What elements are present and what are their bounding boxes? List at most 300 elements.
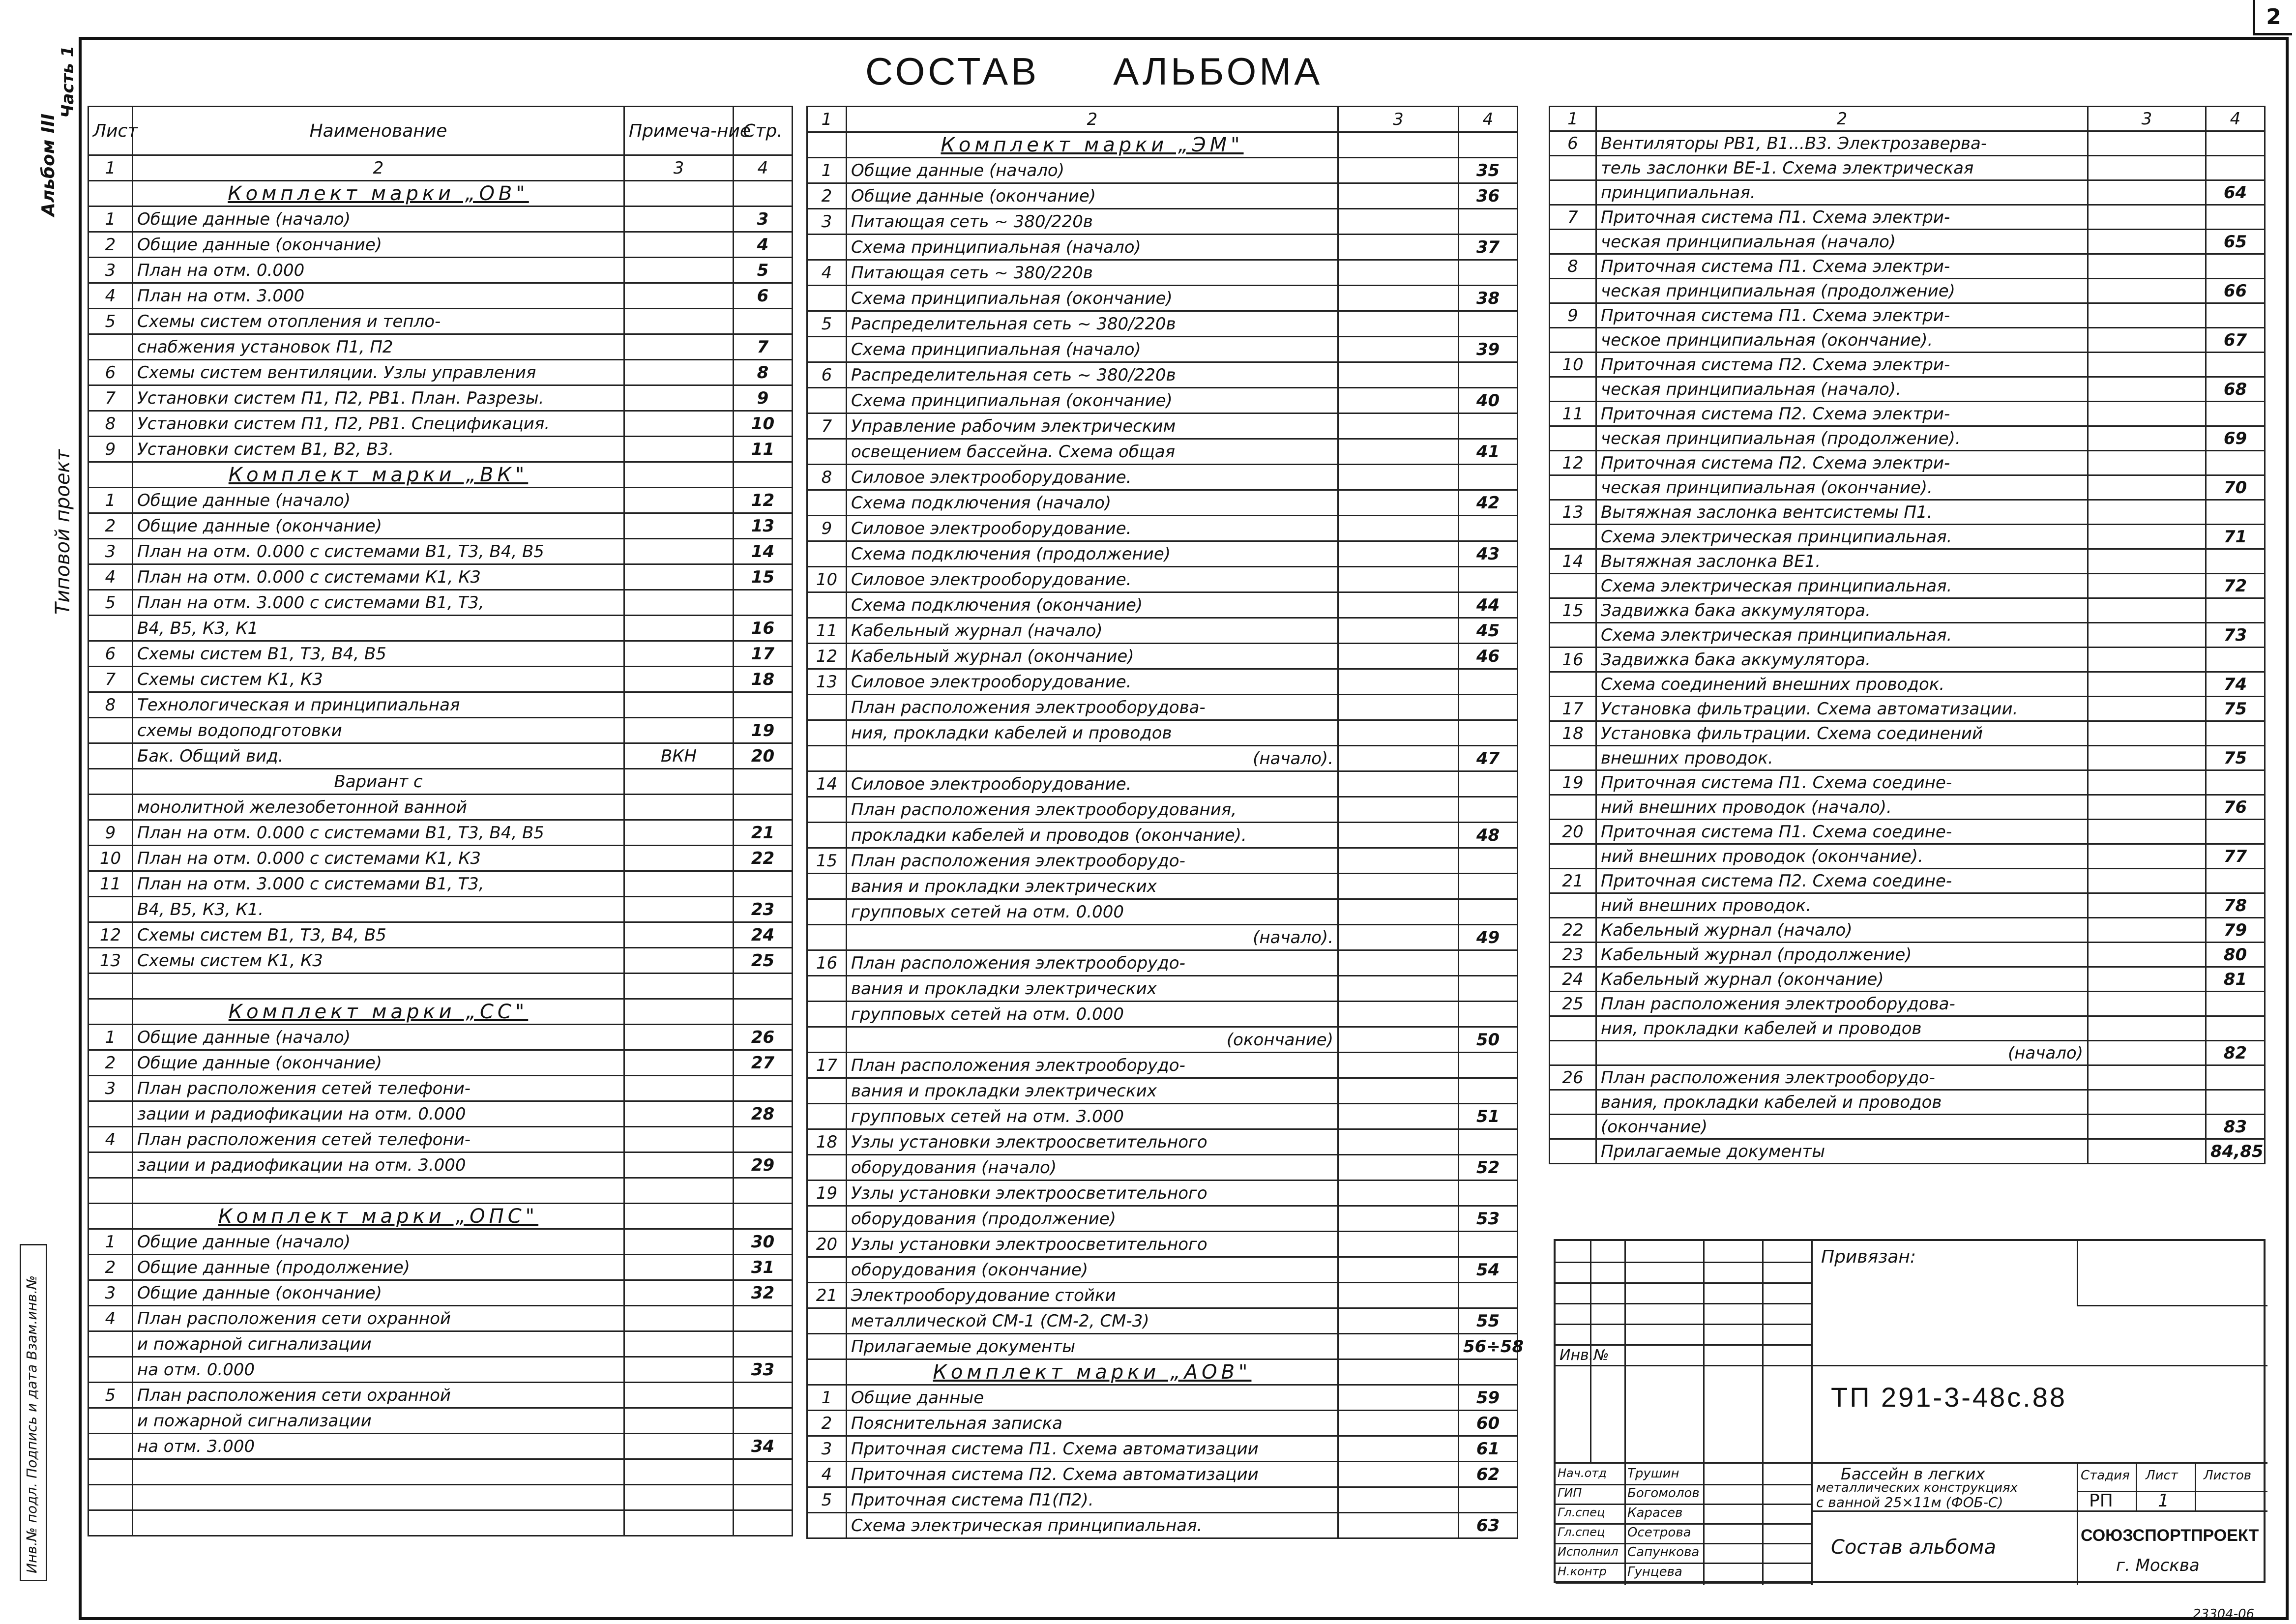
table-row <box>1550 820 2265 844</box>
sheet-number-cell: 12 <box>1550 451 1596 475</box>
table-row <box>807 439 1518 465</box>
page-cell <box>734 462 793 488</box>
page-cell: 53 <box>1459 1206 1518 1232</box>
table-row <box>807 413 1518 439</box>
note-cell <box>1338 1359 1459 1385</box>
sheet-name-cell: Кабельный журнал (окончание) <box>1596 967 2088 992</box>
table-row <box>1550 1041 2265 1065</box>
note-cell <box>2088 648 2206 672</box>
page-cell: 29 <box>734 1152 793 1178</box>
page-cell <box>2206 1016 2265 1041</box>
note-cell <box>1338 1436 1459 1462</box>
stamp-name: Карасев <box>1627 1506 1683 1520</box>
sheet-name-cell: ческое принципиальная (окончание). <box>1596 328 2088 353</box>
sheet-name-cell: План на отм. 3.000 с системами В1, Т3, <box>133 871 624 897</box>
sheet-name-cell: групповых сетей на отм. 3.000 <box>847 1104 1338 1129</box>
sheet-name-cell: ний внешних проводок. <box>1596 893 2088 918</box>
note-cell <box>624 974 734 999</box>
note-cell <box>624 641 734 667</box>
left-index-table <box>88 106 793 1536</box>
note-cell <box>1338 158 1459 183</box>
sheet-number-cell: 2 <box>88 1255 133 1280</box>
page-cell: 36 <box>1459 183 1518 209</box>
sheet-name-cell: зации и радиофикации на отм. 0.000 <box>133 1101 624 1127</box>
table-row <box>88 974 793 999</box>
sheet-name-cell: металлической СМ-1 (СМ-2, СМ-3) <box>847 1308 1338 1334</box>
note-cell <box>2088 992 2206 1016</box>
sheet-number-cell <box>807 439 847 465</box>
page-cell: 69 <box>2206 426 2265 451</box>
sheet-number-cell: 7 <box>1550 205 1596 230</box>
page-cell <box>2206 131 2265 156</box>
sheet-number-cell <box>807 337 847 362</box>
table-row <box>807 567 1518 592</box>
page-cell: 7 <box>734 334 793 360</box>
organization-name: СОЮЗСПОРТПРОЕКТ <box>2081 1526 2259 1545</box>
table-row <box>88 411 793 437</box>
table-row <box>1550 893 2265 918</box>
table-row <box>807 592 1518 618</box>
note-cell <box>624 1510 734 1536</box>
attached-label: Привязан: <box>1821 1247 1916 1267</box>
note-cell <box>624 846 734 871</box>
table-row <box>1550 402 2265 426</box>
sheet-name-cell: групповых сетей на отм. 0.000 <box>847 1002 1338 1027</box>
page-cell: 50 <box>1459 1027 1518 1053</box>
sheet-name-cell: Приточная система П1. Схема автоматизации <box>847 1436 1338 1462</box>
note-cell <box>624 1127 734 1152</box>
sheet-number-cell: 2 <box>88 513 133 539</box>
page-cell: 15 <box>734 564 793 590</box>
table-row <box>1550 721 2265 746</box>
note-cell <box>1338 439 1459 465</box>
sheet-name-cell: вания, прокладки кабелей и проводов <box>1596 1090 2088 1115</box>
note-cell <box>1338 235 1459 260</box>
column-number-row <box>1550 107 2265 131</box>
left-stamp-label: Инв.№ подл. Подпись и дата Взам.инв.№ <box>24 1275 40 1573</box>
sheet-name-cell: Комплект марки „АОВ" <box>847 1359 1338 1385</box>
section-heading-row <box>807 132 1518 158</box>
sheet-number-cell <box>88 718 133 743</box>
page-title <box>865 49 1323 94</box>
page-cell: 30 <box>734 1229 793 1255</box>
note-cell <box>1338 848 1459 874</box>
sheet-number-cell: 10 <box>807 567 847 592</box>
note-cell <box>1338 1283 1459 1308</box>
sheet-name-cell: тель заслонки ВЕ-1. Схема электрическая <box>1596 156 2088 180</box>
sheet-number-cell <box>1550 156 1596 180</box>
note-cell <box>1338 925 1459 950</box>
note-cell <box>2088 869 2206 893</box>
table-row <box>88 795 793 820</box>
table-row <box>807 1436 1518 1462</box>
sheet-number-cell: 12 <box>807 644 847 669</box>
sheet-number-cell <box>807 1206 847 1232</box>
note-cell <box>624 488 734 513</box>
section-heading-row <box>88 999 793 1025</box>
page-cell: 66 <box>2206 279 2265 303</box>
page-cell <box>2206 820 2265 844</box>
page-cell: 27 <box>734 1050 793 1076</box>
sheet-number-cell <box>807 592 847 618</box>
sheet-number-cell: 19 <box>1550 770 1596 795</box>
page-cell: 79 <box>2206 918 2265 943</box>
column-number: 1 <box>1550 107 1596 131</box>
sheet-name-cell: Силовое электрооборудование. <box>847 771 1338 797</box>
page-cell <box>734 309 793 334</box>
section-heading-row <box>807 1359 1518 1385</box>
note-cell <box>1338 746 1459 771</box>
page-cell: 13 <box>734 513 793 539</box>
page-cell: 10 <box>734 411 793 437</box>
note-cell <box>1338 695 1459 720</box>
sheet-number-cell: 5 <box>807 1487 847 1513</box>
sheet-number-cell: 13 <box>1550 500 1596 525</box>
sheet-name-cell: Общие данные (продолжение) <box>133 1255 624 1280</box>
sheet-name-cell: План на отм. 3.000 с системами В1, Т3, <box>133 590 624 616</box>
table-row <box>807 976 1518 1002</box>
table-row <box>1550 254 2265 279</box>
page-cell <box>2206 549 2265 574</box>
sheet-name-cell: ния, прокладки кабелей и проводов <box>847 720 1338 746</box>
sheet-name-cell: Кабельный журнал (окончание) <box>847 644 1338 669</box>
table-row <box>88 513 793 539</box>
sheet-number-cell <box>88 462 133 488</box>
sheet-number-cell <box>88 1101 133 1127</box>
table-row <box>1550 1016 2265 1041</box>
sheet-name-cell: Приточная система П2. Схема электри- <box>1596 402 2088 426</box>
sheet-name-cell: Кабельный журнал (начало) <box>847 618 1338 644</box>
table-row <box>807 1385 1518 1411</box>
sheet-name-cell: Силовое электрооборудование. <box>847 516 1338 541</box>
note-cell <box>624 360 734 385</box>
page-cell: 49 <box>1459 925 1518 950</box>
stage-value: РП <box>2089 1491 2113 1511</box>
sheet-number-cell <box>807 1155 847 1181</box>
sheet-name-cell: и пожарной сигнализации <box>133 1331 624 1357</box>
page-cell: 40 <box>1459 388 1518 413</box>
page-cell: 41 <box>1459 439 1518 465</box>
note-cell <box>624 1357 734 1383</box>
stamp-name: Осетрова <box>1627 1525 1691 1540</box>
sheet-name-cell: Распределительная сеть ~ 380/220в <box>847 311 1338 337</box>
table-row <box>807 1053 1518 1078</box>
page-cell <box>1459 848 1518 874</box>
inv-no-label: Инв.№ <box>1560 1347 1609 1364</box>
page-cell: 81 <box>2206 967 2265 992</box>
sheet-name-cell: Задвижка бака аккумулятора. <box>1596 648 2088 672</box>
page-cell <box>2206 648 2265 672</box>
sheet-name-cell: Схемы систем отопления и тепло- <box>133 309 624 334</box>
sheet-number-cell <box>88 181 133 207</box>
table-row <box>1550 918 2265 943</box>
sheet-name-cell: ческая принципиальная (начало). <box>1596 377 2088 402</box>
page-cell: 44 <box>1459 592 1518 618</box>
note-cell <box>624 590 734 616</box>
sheet-name-cell: План на отм. 0.000 с системами К1, К3 <box>133 564 624 590</box>
note-cell <box>1338 720 1459 746</box>
page-cell <box>734 795 793 820</box>
table-row <box>1550 598 2265 623</box>
sheet-number-cell: 18 <box>1550 721 1596 746</box>
sheet-name-cell: Комплект марки „ОВ" <box>133 181 624 207</box>
note-cell <box>624 232 734 258</box>
page-cell <box>734 769 793 795</box>
sheet-number-cell <box>807 976 847 1002</box>
note-cell <box>1338 362 1459 388</box>
sheet-number-cell: 7 <box>88 667 133 692</box>
sheet-name-cell: Вариант с <box>133 769 624 795</box>
page-cell: 23 <box>734 897 793 922</box>
sheet-number-cell <box>807 1513 847 1538</box>
sheet-name-cell: Общие данные (начало) <box>133 1229 624 1255</box>
sheet-name-cell: (начало). <box>847 746 1338 771</box>
note-cell <box>624 334 734 360</box>
sheet-number-cell <box>88 1485 133 1510</box>
sheet-name-cell: Общие данные (окончание) <box>133 513 624 539</box>
sheet-name-cell: Приточная система П2. Схема автоматизации <box>847 1462 1338 1487</box>
sheet-number-cell: 14 <box>1550 549 1596 574</box>
table-row <box>88 769 793 795</box>
note-cell <box>1338 823 1459 848</box>
table-row <box>88 1178 793 1204</box>
table-row <box>88 1280 793 1306</box>
sheet-number-cell <box>88 1510 133 1536</box>
right-index-table <box>1549 106 2266 1164</box>
sheet-number-cell: 26 <box>1550 1065 1596 1090</box>
note-cell <box>1338 1513 1459 1538</box>
sheet-number-cell <box>88 1434 133 1459</box>
sheet-name-cell: Силовое электрооборудование. <box>847 567 1338 592</box>
table-row <box>88 1050 793 1076</box>
column-number: 1 <box>807 107 847 132</box>
sheet-number-cell <box>807 874 847 899</box>
header-sheet: Лист <box>88 107 133 155</box>
sheet-number-cell: 21 <box>807 1283 847 1308</box>
note-cell <box>1338 516 1459 541</box>
table-row <box>88 1306 793 1331</box>
sheet-number-cell: 4 <box>88 1127 133 1152</box>
sheet-number-cell <box>1550 1115 1596 1139</box>
page-cell <box>2206 721 2265 746</box>
note-cell <box>2088 451 2206 475</box>
sheet-name-cell: и пожарной сигнализации <box>133 1408 624 1434</box>
note-cell: ВКН <box>624 743 734 769</box>
table-row <box>1550 549 2265 574</box>
page-cell <box>1459 950 1518 976</box>
sheets-label: Листов <box>2204 1468 2252 1483</box>
page-cell: 83 <box>2206 1115 2265 1139</box>
page-cell <box>1459 1002 1518 1027</box>
table-row <box>88 1127 793 1152</box>
sheet-name-cell: оборудования (окончание) <box>847 1257 1338 1283</box>
note-cell <box>624 667 734 692</box>
sheet-number-cell: 17 <box>807 1053 847 1078</box>
table-row <box>807 874 1518 899</box>
page-cell <box>1459 1359 1518 1385</box>
sheet-number-cell <box>807 720 847 746</box>
sheet-number-cell: 1 <box>88 207 133 232</box>
page-cell <box>1459 797 1518 823</box>
note-cell <box>2088 303 2206 328</box>
table-row <box>1550 328 2265 353</box>
note-cell <box>624 871 734 897</box>
sheet-name-cell: ческая принципиальная (продолжение) <box>1596 279 2088 303</box>
sheet-name-cell: (начало) <box>1596 1041 2088 1065</box>
page-cell: 45 <box>1459 618 1518 644</box>
sheet-number-cell: 4 <box>807 1462 847 1487</box>
sheet-number-cell <box>1550 426 1596 451</box>
page-cell: 59 <box>1459 1385 1518 1411</box>
table-row <box>88 871 793 897</box>
note-cell <box>624 539 734 564</box>
note-cell <box>2088 943 2206 967</box>
page-cell: 72 <box>2206 574 2265 598</box>
sheet-number-cell: 5 <box>88 590 133 616</box>
sheet-number-cell: 1 <box>88 488 133 513</box>
sheet-number-cell <box>1550 180 1596 205</box>
sheet-number-cell: 4 <box>807 260 847 286</box>
sheet-number-cell <box>1550 795 1596 820</box>
page-cell: 21 <box>734 820 793 846</box>
sheet-name-cell: Схемы систем К1, К3 <box>133 948 624 974</box>
sheet-name-cell: Комплект марки „ЭМ" <box>847 132 1338 158</box>
table-row <box>88 1229 793 1255</box>
stamp-role: Исполнил <box>1558 1545 1619 1559</box>
note-cell <box>1338 260 1459 286</box>
sheet-number-cell <box>88 334 133 360</box>
sheet-name-cell: Общие данные <box>847 1385 1338 1411</box>
note-cell <box>624 999 734 1025</box>
sheet-number-cell: 4 <box>88 1306 133 1331</box>
sheet-number-cell <box>1550 279 1596 303</box>
note-cell <box>1338 1462 1459 1487</box>
sheet-name-cell: Схема подключения (начало) <box>847 490 1338 516</box>
table-row <box>88 309 793 334</box>
page-cell <box>2206 156 2265 180</box>
note-cell <box>2088 598 2206 623</box>
note-cell <box>1338 1334 1459 1359</box>
sheet-number-cell <box>807 1002 847 1027</box>
sheet-name-cell: ческая принципиальная (окончание). <box>1596 475 2088 500</box>
table-row <box>88 1383 793 1408</box>
table-row <box>807 260 1518 286</box>
note-cell <box>1338 1129 1459 1155</box>
page-cell: 55 <box>1459 1308 1518 1334</box>
sheet-label: Лист <box>2146 1468 2178 1483</box>
table-row <box>88 846 793 871</box>
page-cell: 64 <box>2206 180 2265 205</box>
page-cell: 43 <box>1459 541 1518 567</box>
page-cell: 25 <box>734 948 793 974</box>
sheet-name-cell: Прилагаемые документы <box>1596 1139 2088 1164</box>
table-row <box>1550 426 2265 451</box>
sheet-name-cell: В4, В5, К3, К1 <box>133 616 624 641</box>
table-row <box>1550 230 2265 254</box>
page-cell: 8 <box>734 360 793 385</box>
table-row <box>807 618 1518 644</box>
sheet-name-cell: В4, В5, К3, К1. <box>133 897 624 922</box>
page-cell <box>1459 1053 1518 1078</box>
sheet-name-cell <box>133 1510 624 1536</box>
sheet-name-cell: Узлы установки электроосветительного <box>847 1181 1338 1206</box>
table-row <box>88 922 793 948</box>
column-number: 2 <box>1596 107 2088 131</box>
table-row <box>1550 131 2265 156</box>
table-row <box>807 1334 1518 1359</box>
table-row <box>88 360 793 385</box>
note-cell <box>624 207 734 232</box>
sheet-number-cell: 11 <box>88 871 133 897</box>
note-cell <box>2088 770 2206 795</box>
sheet-number-cell: 17 <box>1550 697 1596 721</box>
sheet-name-cell: Приточная система П1. Схема электри- <box>1596 303 2088 328</box>
table-row <box>1550 795 2265 820</box>
sheet-number-cell: 2 <box>807 1411 847 1436</box>
note-cell <box>2088 746 2206 770</box>
table-row <box>88 1408 793 1434</box>
note-cell <box>624 692 734 718</box>
sheet-number-cell <box>807 1027 847 1053</box>
page-cell <box>734 871 793 897</box>
sheet-name-cell: Схема электрическая принципиальная. <box>847 1513 1338 1538</box>
sheet-number-cell: 21 <box>1550 869 1596 893</box>
sheet-name-cell: Узлы установки электроосветительного <box>847 1232 1338 1257</box>
table-row <box>807 516 1518 541</box>
page-cell: 11 <box>734 437 793 462</box>
header-page: Стр. <box>734 107 793 155</box>
note-cell <box>1338 1181 1459 1206</box>
note-cell <box>2088 402 2206 426</box>
page-cell: 14 <box>734 539 793 564</box>
sheet-number-cell: 7 <box>807 413 847 439</box>
table-row <box>88 1434 793 1459</box>
page-cell: 80 <box>2206 943 2265 967</box>
sheet-number-cell <box>88 743 133 769</box>
sheet-number-cell <box>88 1408 133 1434</box>
note-cell <box>1338 1027 1459 1053</box>
sheet-number-cell <box>807 899 847 925</box>
table-row <box>88 1459 793 1485</box>
page-cell: 34 <box>734 1434 793 1459</box>
sheet-number-cell <box>88 795 133 820</box>
sheet-number-cell: 11 <box>807 618 847 644</box>
table-row <box>88 616 793 641</box>
note-cell <box>624 1152 734 1178</box>
table-row <box>807 541 1518 567</box>
page-cell <box>2206 1090 2265 1115</box>
note-cell <box>624 616 734 641</box>
stage-label: Стадия <box>2081 1468 2130 1483</box>
table-row <box>88 488 793 513</box>
sheet-name-cell: План на отм. 0.000 <box>133 258 624 283</box>
note-cell <box>2088 820 2206 844</box>
page-cell: 73 <box>2206 623 2265 648</box>
table-row <box>807 925 1518 950</box>
sheet-name-cell: Кабельный журнал (начало) <box>1596 918 2088 943</box>
table-row <box>88 283 793 309</box>
table-row <box>88 232 793 258</box>
note-cell <box>1338 1078 1459 1104</box>
sheet-number-cell: 11 <box>1550 402 1596 426</box>
sheet-number-cell <box>807 746 847 771</box>
page-cell: 60 <box>1459 1411 1518 1436</box>
table-row <box>88 334 793 360</box>
note-cell <box>624 1178 734 1204</box>
sheet-name-cell: Общие данные (начало) <box>133 207 624 232</box>
table-row <box>807 235 1518 260</box>
table-row <box>807 286 1518 311</box>
